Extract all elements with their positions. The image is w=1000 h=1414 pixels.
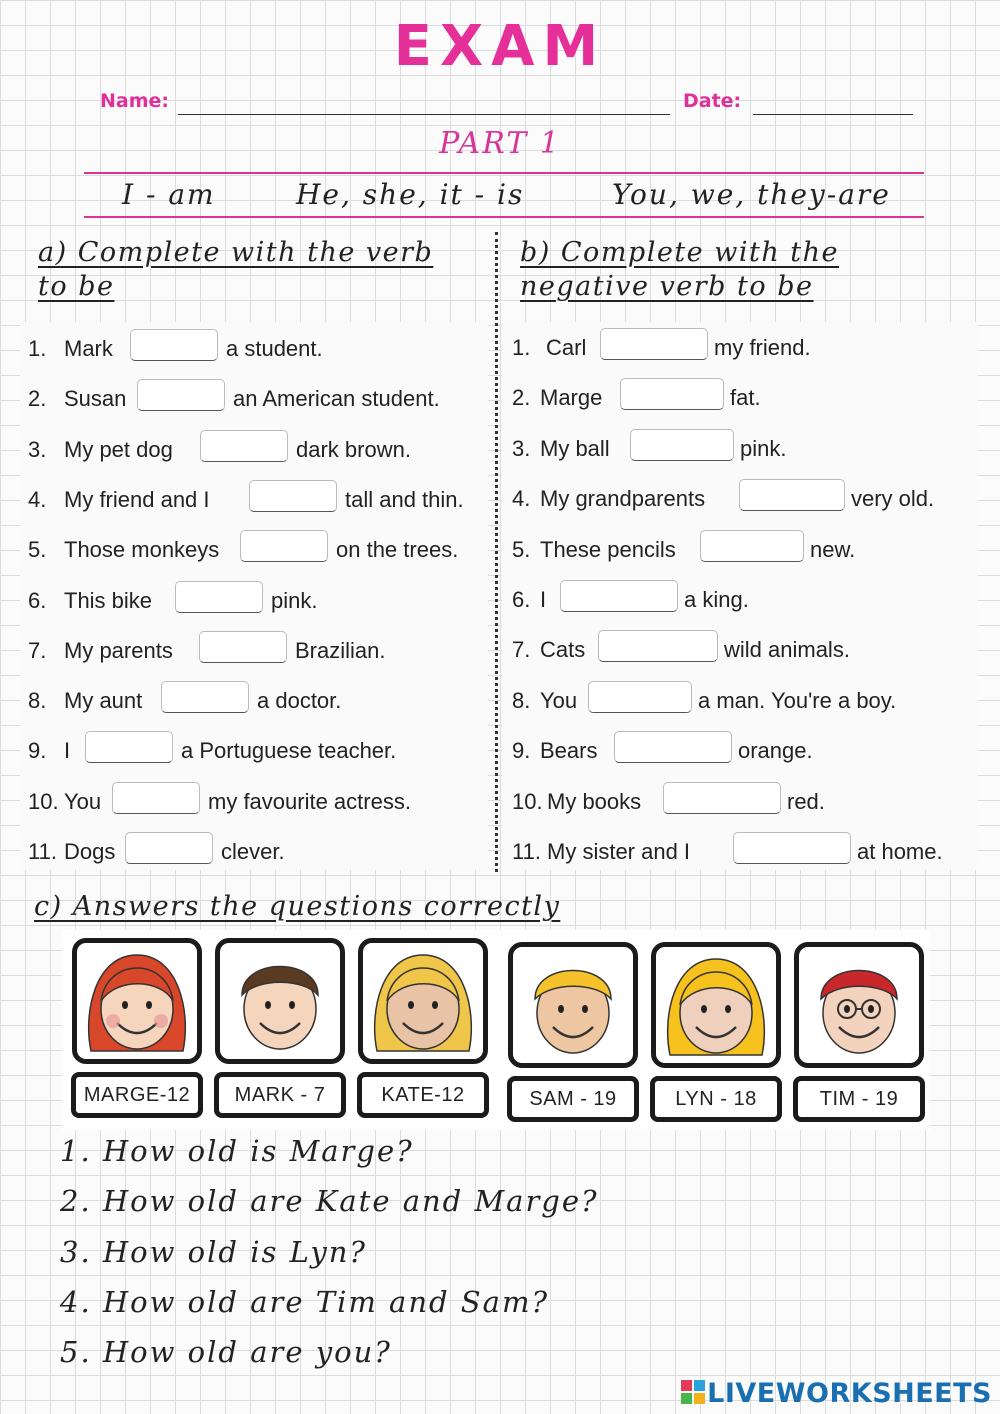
face-icon [799, 947, 919, 1063]
item-number: 2. [28, 386, 47, 412]
item-number: 3. [28, 436, 47, 462]
answer-blank[interactable] [137, 379, 225, 411]
person-face [651, 942, 781, 1068]
item-number: 7. [28, 637, 47, 663]
item-rest: Brazilian. [295, 637, 386, 663]
item-subject: My books [547, 788, 642, 814]
item-rest: a man. You're a boy. [698, 687, 897, 713]
item-number: 7. [512, 637, 531, 663]
item-subject: Bears [540, 738, 598, 764]
item-subject: Those monkeys [64, 537, 220, 563]
item-rest: new. [810, 536, 856, 562]
item-number: 9. [28, 738, 47, 764]
answer-blank[interactable] [200, 430, 288, 462]
item-number: 6. [512, 587, 531, 612]
question-item: 3. How old is Lyn? [60, 1234, 367, 1269]
item-rest: clever. [221, 839, 285, 864]
rule-bottom-line [84, 216, 924, 218]
item-subject: You [540, 687, 578, 713]
item-rest: fat. [730, 385, 761, 411]
item-subject: My pet dog [64, 436, 173, 462]
item-subject: My ball [540, 435, 610, 461]
rule-are: You, we, they-are [612, 178, 891, 211]
item-subject: Carl [546, 335, 587, 360]
answer-blank[interactable] [125, 832, 213, 864]
item-number: 10. [28, 788, 59, 814]
rule-is: He, she, it - is [296, 178, 525, 211]
item-rest: on the trees. [336, 537, 459, 563]
answer-blank[interactable] [598, 630, 718, 662]
column-divider [495, 232, 498, 872]
item-subject: Dogs [64, 839, 116, 864]
item-number: 8. [28, 688, 47, 714]
person-label: MARK - 7 [214, 1072, 346, 1118]
answer-blank[interactable] [700, 530, 804, 562]
item-subject: Marge [540, 385, 603, 411]
person-face [72, 938, 202, 1064]
item-rest: very old. [851, 486, 935, 512]
item-subject: Mark [64, 336, 113, 361]
item-subject: My sister and I [547, 839, 691, 864]
section-a-title: a) Complete with the verb to be [38, 237, 434, 302]
answer-blank[interactable] [199, 631, 287, 663]
date-label: Date: [683, 90, 742, 112]
person-label: MARGE-12 [71, 1072, 203, 1118]
answer-blank[interactable] [620, 378, 724, 410]
answer-blank[interactable] [588, 681, 692, 713]
answer-blank[interactable] [733, 832, 851, 864]
item-rest: at home. [857, 839, 943, 864]
item-subject: My grandparents [540, 486, 706, 512]
item-rest: dark brown. [296, 436, 411, 462]
name-field[interactable] [178, 113, 670, 115]
person-face [358, 938, 488, 1064]
question-item: 1. How old is Marge? [60, 1134, 414, 1168]
rule-am: I - am [122, 178, 216, 211]
person-label: KATE-12 [357, 1072, 489, 1118]
item-subject: My aunt [64, 688, 143, 714]
item-number: 3. [512, 435, 531, 461]
item-rest: my favourite actress. [208, 788, 411, 814]
item-subject: I [64, 738, 71, 764]
person-face [215, 938, 345, 1064]
face-icon [77, 943, 197, 1059]
item-number: 2. [512, 385, 531, 411]
item-subject: Susan [64, 386, 127, 412]
item-number: 1. [28, 336, 47, 361]
item-rest: my friend. [714, 335, 811, 360]
answer-blank[interactable] [175, 581, 263, 613]
item-subject: Cats [540, 637, 586, 663]
brand-icon [681, 1380, 705, 1404]
item-rest: a Portuguese teacher. [181, 738, 397, 764]
answer-blank[interactable] [85, 731, 173, 763]
item-subject: These pencils [540, 536, 676, 562]
item-number: 5. [28, 537, 47, 563]
answer-blank[interactable] [600, 328, 708, 360]
item-subject: This bike [64, 587, 153, 613]
person-face [794, 942, 924, 1068]
item-subject: You [64, 788, 102, 814]
name-label: Name: [100, 90, 170, 112]
answer-blank[interactable] [240, 530, 328, 562]
item-number: 10. [512, 788, 543, 814]
item-rest: red. [787, 788, 825, 814]
item-number: 5. [512, 536, 531, 562]
face-icon [220, 943, 340, 1059]
date-field[interactable] [753, 113, 913, 115]
item-number: 4. [28, 486, 47, 512]
item-rest: wild animals. [724, 637, 850, 663]
page-title: EXAM [393, 14, 607, 79]
person-label: LYN - 18 [650, 1076, 782, 1122]
item-rest: tall and thin. [345, 486, 464, 512]
answer-blank[interactable] [739, 479, 845, 511]
item-number: 4. [512, 486, 531, 512]
rule-top-line [84, 172, 924, 174]
answer-blank[interactable] [249, 480, 337, 512]
item-rest: an American student. [233, 386, 440, 412]
face-icon [656, 947, 776, 1063]
item-number: 9. [512, 738, 531, 764]
brand-logo [681, 1378, 992, 1409]
item-subject: My friend and I [64, 486, 210, 512]
face-icon [363, 943, 483, 1059]
item-number: 1. [512, 335, 531, 360]
item-rest: a king. [684, 587, 749, 612]
part-heading: PART 1 [439, 126, 561, 161]
section-b-title: b) Complete with the negative verb to be [520, 237, 840, 302]
item-rest: a doctor. [257, 688, 342, 714]
question-item: 4. How old are Tim and Sam? [60, 1284, 550, 1319]
item-rest: pink. [740, 435, 787, 461]
item-rest: pink. [271, 587, 318, 613]
answer-blank[interactable] [130, 329, 218, 361]
answer-blank[interactable] [630, 429, 734, 461]
item-rest: a student. [226, 336, 323, 361]
answer-blank[interactable] [663, 782, 781, 814]
face-icon [513, 947, 633, 1063]
question-item: 2. How old are Kate and Marge? [60, 1184, 599, 1219]
item-number: 8. [512, 687, 531, 713]
item-rest: orange. [738, 738, 813, 764]
person-label: SAM - 19 [507, 1076, 639, 1122]
item-number: 11. [28, 839, 57, 864]
answer-blank[interactable] [560, 580, 678, 612]
item-subject: My parents [64, 637, 173, 663]
answer-blank[interactable] [161, 681, 249, 713]
answer-blank[interactable] [614, 731, 732, 763]
item-number: 11. [512, 839, 541, 864]
section-c-title: c) Answers the questions correctly [34, 891, 561, 922]
answer-blank[interactable] [112, 782, 200, 814]
item-number: 6. [28, 587, 47, 613]
brand-text: LIVEWORKSHEETS [707, 1378, 992, 1409]
question-item: 5. How old are you? [60, 1335, 392, 1370]
person-label: TIM - 19 [793, 1076, 925, 1122]
item-subject: I [540, 587, 547, 612]
person-face [508, 942, 638, 1068]
